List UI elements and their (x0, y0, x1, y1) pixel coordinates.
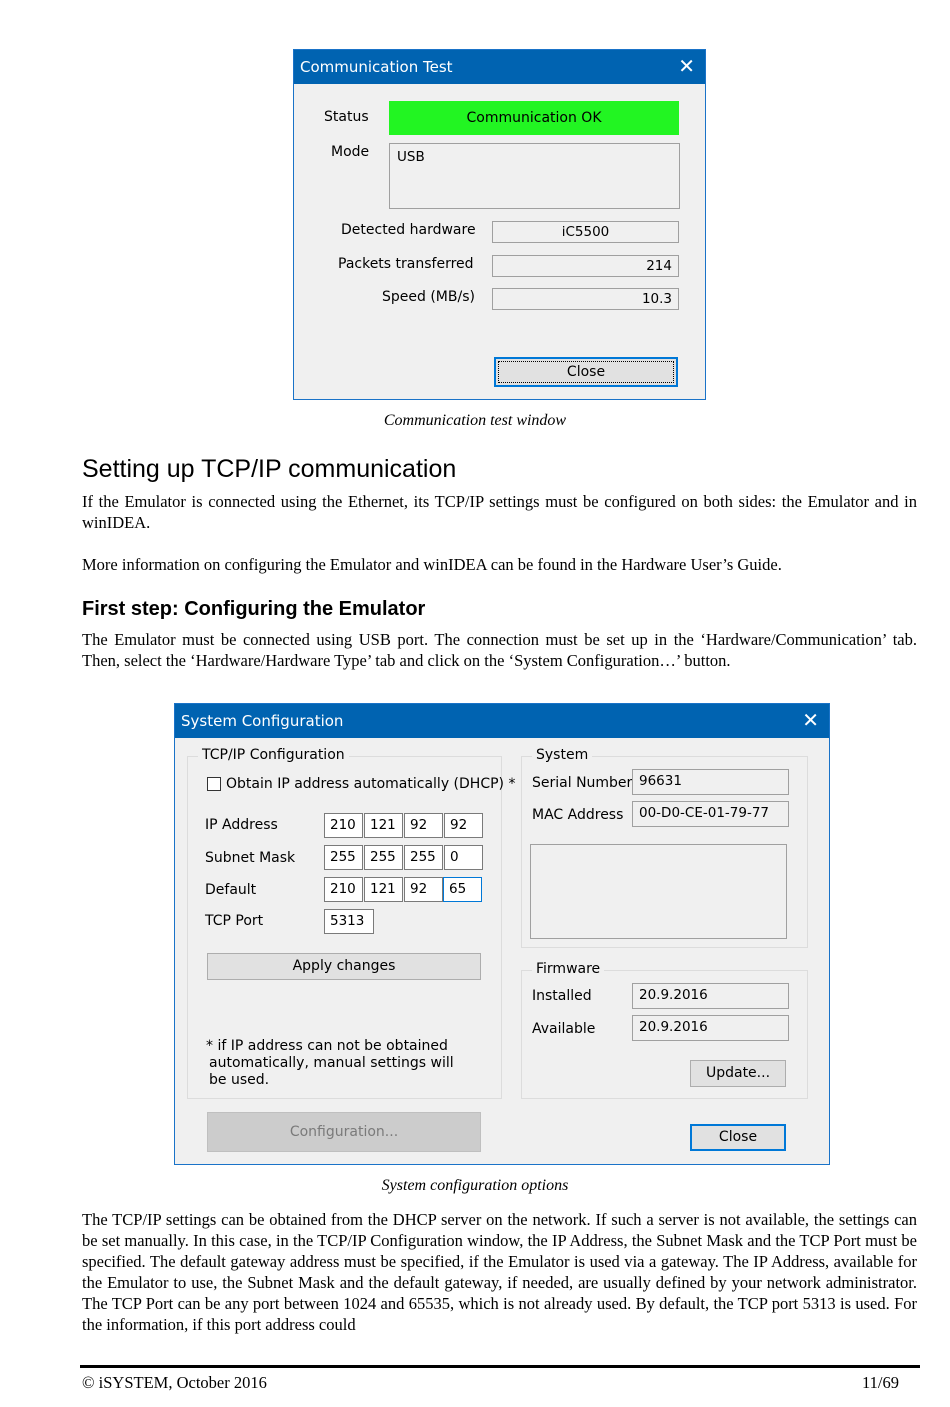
communication-test-dialog (293, 49, 706, 400)
speed-field (492, 288, 679, 310)
footer-page-number: 11/69 (862, 1373, 899, 1392)
update-button-label: Update... (705, 1065, 771, 1081)
heading-tcpip: Setting up TCP/IP communication (82, 455, 457, 483)
apply-changes-label: Apply changes (292, 958, 396, 974)
available-label: Available (532, 1021, 596, 1037)
serial-number-label: Serial Number (532, 775, 633, 791)
ip-address-label: IP Address (205, 817, 278, 833)
system-group-title: System (532, 747, 592, 763)
tcpip-group-title: TCP/IP Configuration (198, 747, 349, 763)
packets-label: Packets transferred (338, 256, 474, 272)
default-gateway-label: Default (205, 882, 257, 898)
subnet-octet-2[interactable]: 255 (364, 845, 403, 870)
subnet-mask-label: Subnet Mask (205, 850, 296, 866)
dialog-titlebar (294, 50, 705, 84)
dhcp-note-line-3: be used. (209, 1072, 270, 1088)
paragraph-tcpip-settings: The TCP/IP settings can be obtained from the DHCP server on the network. If such a server is not available, the settings can be set manually. In this case, in the TCP/IP Configuration window, the IP Address, the Subnet Mask and the TCP Port must be specified. The default gateway address must be specified, if the Emulator is used via a gateway. The IP Address, available for the Emulator to use, the Subnet Mask and the default gateway, if needed, are usually defined by your network administrator. The TCP Port can be any port between 1024 and 65535, which is not already used. By default, the TCP port 5313 is used. For the information, if this port address could (82, 1210, 917, 1334)
gateway-octet-4[interactable]: 65 (443, 877, 482, 902)
serial-number-value: 96631 (639, 773, 682, 789)
close-button-label: Close (718, 1129, 758, 1145)
status-label: Status (324, 109, 369, 125)
ip-octet-2[interactable]: 121 (364, 813, 403, 838)
gateway-octet-3[interactable]: 92 (404, 877, 443, 902)
available-value: 20.9.2016 (639, 1019, 708, 1035)
close-button[interactable] (494, 357, 678, 387)
dhcp-note-line-1: * if IP address can not be obtained (206, 1038, 448, 1054)
available-field (632, 1015, 789, 1041)
system-configuration-dialog (174, 703, 830, 1165)
subnet-octet-3[interactable]: 255 (404, 845, 443, 870)
packets-field (492, 255, 679, 277)
firmware-group-title: Firmware (532, 961, 604, 977)
paragraph-intro: If the Emulator is connected using the Ethernet, its TCP/IP settings must be configured on both sides: the Emulator and in winIDEA. (82, 492, 917, 532)
gateway-octet-2[interactable]: 121 (364, 877, 403, 902)
dialog-title: Communication Test (300, 58, 453, 76)
system-info-box (530, 844, 787, 939)
mode-value: USB (397, 149, 425, 165)
footer-rule (80, 1365, 920, 1368)
tcp-port-label: TCP Port (205, 913, 264, 929)
footer-copyright: © iSYSTEM, October 2016 (82, 1373, 267, 1392)
dialog-title: System Configuration (181, 712, 344, 730)
close-icon[interactable]: ✕ (802, 708, 819, 732)
installed-label: Installed (532, 988, 592, 1004)
status-value: Communication OK (466, 110, 602, 126)
heading-first-step: First step: Configuring the Emulator (82, 598, 426, 620)
tcp-port-field[interactable]: 5313 (324, 909, 374, 934)
ip-octet-4[interactable]: 92 (444, 813, 483, 838)
subnet-octet-1[interactable]: 255 (324, 845, 363, 870)
close-icon[interactable]: ✕ (678, 54, 695, 78)
paragraph-configuring: The Emulator must be connected using USB port. The connection must be set up in the ‘Hardware/Communication’ tab. Then, select the ‘Hardware/Hardware Type’ tab and click on the ‘System Configuration…’ button. (82, 630, 917, 670)
mode-label: Mode (331, 144, 370, 160)
update-button[interactable] (690, 1060, 786, 1087)
caption-system-configuration: System configuration options (381, 1177, 569, 1194)
dhcp-label[interactable]: Obtain IP address automatically (DHCP) * (226, 776, 516, 792)
dialog-titlebar (175, 704, 829, 738)
status-indicator (389, 101, 679, 135)
configuration-button-label: Configuration... (289, 1124, 399, 1140)
close-button[interactable] (690, 1124, 786, 1151)
serial-number-field (632, 769, 789, 795)
caption-communication-test: Communication test window (383, 412, 567, 429)
mac-address-value: 00-D0-CE-01-79-77 (639, 805, 770, 821)
subnet-octet-4[interactable]: 0 (444, 845, 483, 870)
ip-octet-1[interactable]: 210 (324, 813, 363, 838)
paragraph-more-info: More information on configuring the Emulator and winIDEA can be found in the Hardware User’s Guide. (82, 555, 782, 574)
installed-value: 20.9.2016 (639, 987, 708, 1003)
mac-address-label: MAC Address (532, 807, 624, 823)
speed-label: Speed (MB/s) (382, 289, 475, 305)
hardware-label: Detected hardware (341, 222, 476, 238)
hardware-field (492, 221, 679, 243)
packets-value: 214 (646, 258, 672, 274)
mac-address-field (632, 801, 789, 827)
apply-changes-button[interactable] (207, 953, 481, 980)
gateway-octet-1[interactable]: 210 (324, 877, 363, 902)
mode-box (389, 143, 680, 209)
ip-octet-3[interactable]: 92 (404, 813, 443, 838)
speed-value: 10.3 (641, 291, 672, 307)
installed-field (632, 983, 789, 1009)
hardware-value: iC5500 (561, 224, 610, 240)
dhcp-note-line-2: automatically, manual settings will (209, 1055, 454, 1071)
configuration-button[interactable] (207, 1112, 481, 1152)
dhcp-checkbox[interactable] (207, 777, 221, 791)
close-button-label: Close (566, 364, 606, 380)
